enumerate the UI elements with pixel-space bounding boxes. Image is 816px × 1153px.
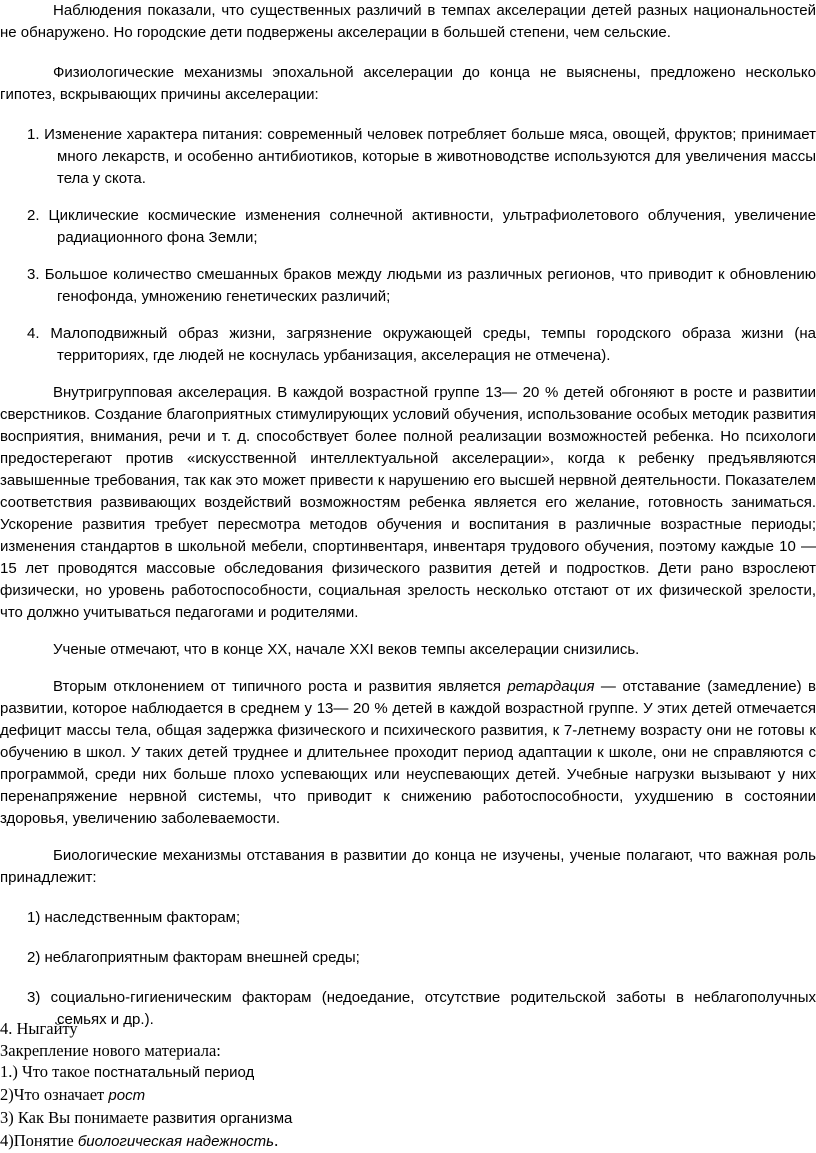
factor-item: 3) социально-гигиеническим факторам (недоедание, отсутствие родительской заботы в неблагополучных семьях и др.). xyxy=(27,989,816,1028)
paragraph-urban-rural: Наблюдения показали, что существенных различий в темпах акселерации детей разных национальностей не обнаружено. Но городские дети подвержены акселерации в большей степени, чем сельские. xyxy=(0,2,816,41)
hypothesis-item: 4. Малоподвижный образ жизни, загрязнение окружающей среды, темпы городского образа жизни (на территориях, где людей не коснулась урбанизация, акселерация не отмечена). xyxy=(27,325,816,364)
lesson-subheading: Закрепление нового материала: xyxy=(0,1040,221,1060)
paragraph-intragroup-acceleration: Внутригрупповая акселерация. В каждой возрастной группе 13— 20 % детей обгоняют в росте и развитии сверстников. Создание благоприятных стимулирующих условий обучения, использование особых методик развития восприятия, внимания, речи и т. д. способствует более полной реализации возможностей ребенка. Но психологи предостерегают против «искусственной интеллектуальной акселерации», когда к ребенку предъявляются завышенные требования, так как это может привести к нарушению его высшей нервной деятельности. Показателем соответствия развивающих воздействий возможностям ребенка является его желание, готовность заниматься. Ускорение развития требует пересмотра методов обучения и воспитания в различные возрастные периоды; изменения стандартов в школьной мебели, спортинвентаря, инвентаря трудового обучения, поэтому каждые 10 — 15 лет проводятся массовые обследования физического развития детей и подростков. Дети рано взрослеют физически, но уровень работоспособности, социальная зрелость несколько отстают от их физической зрелости, что должно учитываться педагогами и родителями. xyxy=(0,384,816,621)
hypothesis-item: 2. Циклические космические изменения солнечной активности, ультрафиолетового облучения, увеличение радиационного фона Земли; xyxy=(27,207,816,246)
question-item: 2)Что означает рост xyxy=(0,1085,146,1104)
paragraph-acceleration-decline: Ученые отмечают, что в конце XX, начале XXI веков темпы акселерации снизились. xyxy=(53,641,640,658)
question-item: 4)Понятие биологическая надежность. xyxy=(0,1131,279,1150)
question-item: 3) Как Вы понимаете развития организма xyxy=(0,1108,293,1127)
paragraph-hypotheses-intro: Физиологические механизмы эпохальной акселерации до конца не выяснены, предложено несколько гипотез, вскрывающих причины акселерации: xyxy=(0,64,816,103)
question-item: 1.) Что такое постнатальный период xyxy=(0,1062,255,1081)
hypothesis-item: 3. Большое количество смешанных браков между людьми из различных регионов, что приводит к обновлению генофонда, умножению генетических различий; xyxy=(27,266,816,305)
lesson-section xyxy=(0,1018,816,1153)
factor-item: 1) наследственным факторам; xyxy=(27,909,241,926)
retardation-term: ретардация xyxy=(507,678,595,695)
retardation-text-rest: — отставание (замедление) в развитии, которое наблюдается в среднем у 13— 20 % детей в каждой возрастной группе. У этих детей отмечается дефицит массы тела, общая задержка физического и психического развития, к 7-летнему возрасту они не готовы к обучению в школ. У таких детей труднее и длительнее проходит период адаптации к школе, они не справляются с программой, среди них больше плохо успевающих или неуспевающих детей. Учебные нагрузки вызывают у них перенапряжение нервной системы, что приводит к снижению работоспособности, ухудшению в состоянии здоровья, увеличению заболеваемости. xyxy=(0,678,816,827)
factor-item: 2) неблагоприятным факторам внешней среды; xyxy=(27,949,360,966)
retardation-text-start: Вторым отклонением от типичного роста и развития является xyxy=(53,678,508,695)
lesson-heading: 4. Ныгайту xyxy=(0,1019,78,1038)
paragraph-biological-mechanisms: Биологические механизмы отставания в развитии до конца не изучены, ученые полагают, что важная роль принадлежит: xyxy=(0,847,816,886)
hypothesis-item: 1. Изменение характера питания: современный человек потребляет больше мяса, овощей, фруктов; принимает много лекарств, и особенно антибиотиков, которые в животноводстве используются для увеличения массы тела у скота. xyxy=(27,126,816,187)
paragraph-retardation xyxy=(0,676,816,830)
